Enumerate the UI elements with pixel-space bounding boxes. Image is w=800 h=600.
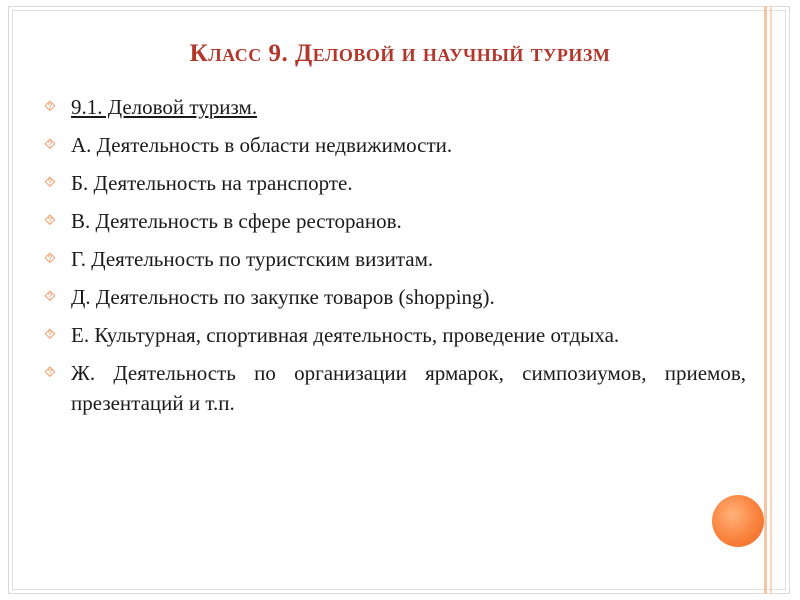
bullet-icon: ⯑ — [44, 213, 56, 229]
slide-title: Класс 9. Деловой и научный туризм — [189, 40, 611, 67]
bullet-icon: ⯑ — [44, 289, 56, 305]
decorative-stripe — [770, 6, 772, 594]
list-item — [44, 320, 746, 350]
list-item-text: Б. Деятельность на транспорте. — [71, 171, 353, 195]
list-item-text: Г. Деятельность по туристским визитам. — [71, 247, 434, 271]
list-item — [44, 358, 746, 418]
bullet-icon: ⯑ — [44, 175, 56, 191]
decorative-stripe — [764, 6, 767, 594]
bullet-icon: ⯑ — [44, 365, 56, 381]
list-item — [44, 168, 746, 198]
list-item — [44, 92, 746, 122]
bullet-icon: ⯑ — [44, 137, 56, 153]
list-item-text: Ж. Деятельность по организации ярмарок, симпозиумов, приемов, презентаций и т.п. — [71, 361, 746, 415]
bullet-icon: ⯑ — [44, 99, 56, 115]
list-item-text: 9.1. Деловой туризм. — [71, 95, 258, 119]
list-item-text: А. Деятельность в области недвижимости. — [71, 133, 453, 157]
bullet-icon: ⯑ — [44, 327, 56, 343]
list-item-text: В. Деятельность в сфере ресторанов. — [71, 209, 402, 233]
list-item — [44, 244, 746, 274]
list-item — [44, 282, 746, 312]
bullet-list — [44, 92, 746, 426]
orange-circle-decoration — [712, 495, 764, 547]
bullet-icon: ⯑ — [44, 251, 56, 267]
list-item-text: Д. Деятельность по закупке товаров (shopping). — [71, 285, 495, 309]
list-item — [44, 130, 746, 160]
list-item — [44, 206, 746, 236]
list-item-text: Е. Культурная, спортивная деятельность, проведение отдыха. — [71, 323, 620, 347]
